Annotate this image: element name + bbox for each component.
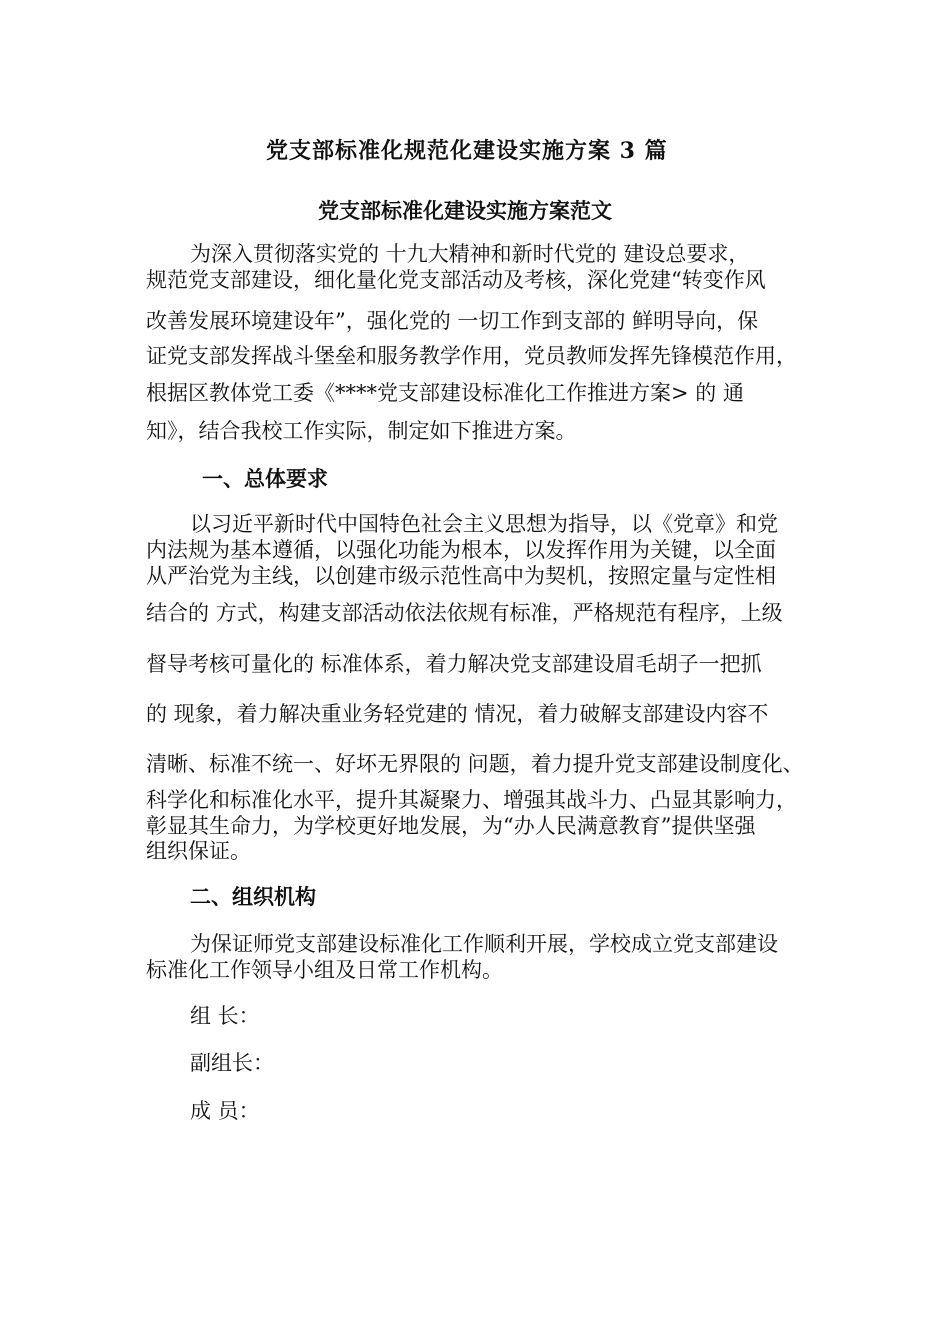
section2-line-2: 标准化工作领导小组及日常工作机构。 (146, 958, 503, 982)
role-deputy: 副组长： (190, 1051, 274, 1075)
section1-heading: 一、总体要求 (202, 466, 328, 491)
intro-line-4: 证党支部发挥战斗堡垒和服务教学作用，党员教师发挥先锋模范作用， (146, 344, 797, 368)
section1-line-4: 结合的 方式，构建支部活动依法依规有标准，严格规范有程序，上级 (146, 601, 783, 625)
section2-heading: 二、组织机构 (190, 884, 316, 909)
section1-line-3: 从严治党为主线，以创建市级示范性高中为契机，按照定量与定性相 (146, 564, 776, 588)
intro-line-5: 根据区教体党工委《****党支部建设标准化工作推进方案> 的 通 (146, 381, 744, 405)
section2-line-1: 为保证师党支部建设标准化工作顺利开展，学校成立党支部建设 (190, 932, 778, 956)
document-title: 党支部标准化规范化建设实施方案 3 篇 (266, 138, 668, 164)
document-subtitle: 党支部标准化建设实施方案范文 (318, 198, 612, 223)
section1-line-8: 科学化和标准化水平，提升其凝聚力、增强其战斗力、凸显其影响力， (146, 788, 797, 812)
role-members: 成 员： (190, 1099, 260, 1123)
section1-line-2: 内法规为基本遵循，以强化功能为根本，以发挥作用为关键，以全面 (146, 538, 776, 562)
intro-line-3: 改善发展环境建设年”，强化党的 一切工作到支部的 鲜明导向，保 (146, 309, 759, 333)
intro-line-6: 知》，结合我校工作实际，制定如下推进方案。 (146, 419, 577, 443)
section1-line-7: 清晰、标准不统一、好坏无界限的 问题，着力提升党支部建设制度化、 (146, 752, 804, 776)
section1-line-9: 彰显其生命力，为学校更好地发展，为“办人民满意教育”提供坚强 (146, 814, 756, 838)
section1-line-1: 以习近平新时代中国特色社会主义思想为指导，以《党章》和党 (190, 512, 778, 536)
section1-line-5: 督导考核可量化的 标准体系，着力解决党支部建设眉毛胡子一把抓 (146, 652, 762, 676)
intro-line-2: 规范党支部建设，细化量化党支部活动及考核，深化党建“转变作风 (146, 268, 766, 292)
role-leader: 组 长： (190, 1004, 260, 1028)
section1-line-6: 的 现象，着力解决重业务轻党建的 情况，着力破解支部建设内容不 (146, 702, 769, 726)
section1-line-10: 组织保证。 (146, 839, 251, 863)
intro-line-1: 为深入贯彻落实党的 十九大精神和新时代党的 建设总要求， (190, 242, 750, 266)
